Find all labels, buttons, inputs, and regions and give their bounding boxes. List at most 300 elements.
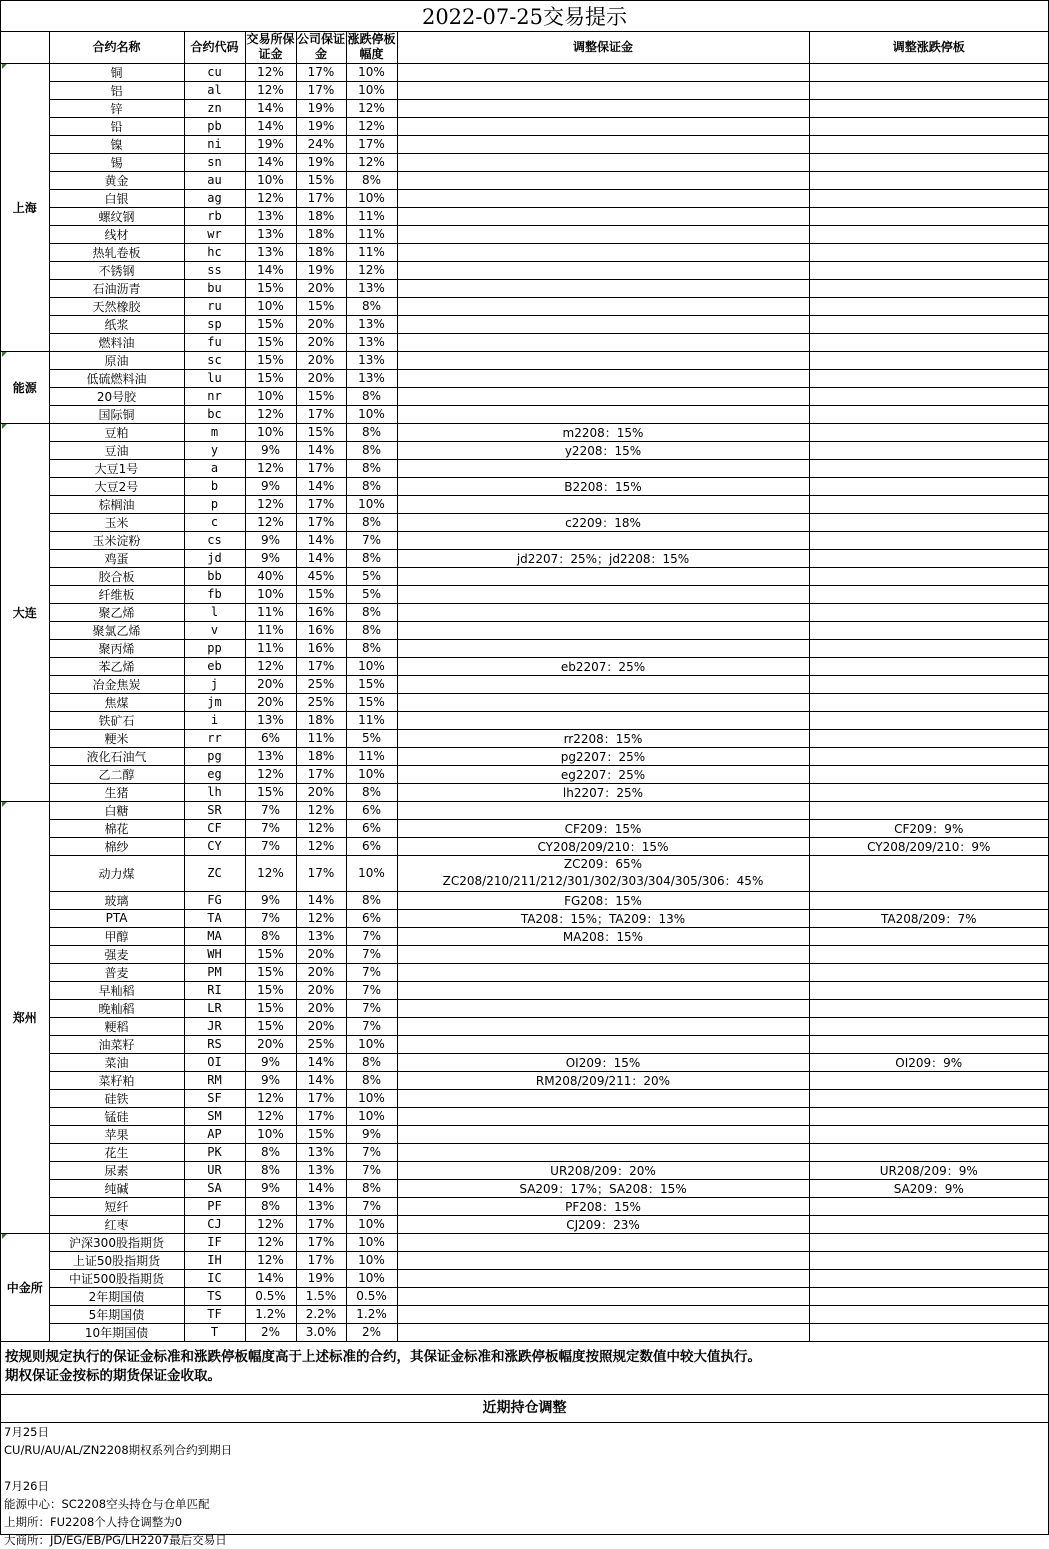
adjusted-margin: [397, 1305, 809, 1323]
company-margin: 15%: [296, 1125, 346, 1143]
price-limit: 10%: [346, 1035, 397, 1053]
price-limit: 12%: [346, 117, 397, 135]
adjusted-limit: [809, 1125, 1048, 1143]
company-margin: 13%: [296, 1143, 346, 1161]
adjusted-margin: [397, 639, 809, 657]
exchange-margin: 12%: [245, 855, 296, 891]
exchange-margin: 9%: [245, 531, 296, 549]
price-limit: 8%: [346, 603, 397, 621]
adjusted-margin: [397, 1107, 809, 1125]
price-limit: 10%: [346, 1215, 397, 1233]
table-row: [1, 369, 1048, 387]
price-limit: 8%: [346, 387, 397, 405]
company-margin: 25%: [296, 1035, 346, 1053]
contract-name: 动力煤: [49, 855, 184, 891]
adjusted-limit: [809, 531, 1048, 549]
table-row: [1, 81, 1048, 99]
adjusted-limit: [809, 945, 1048, 963]
contract-code: MA: [184, 927, 245, 945]
adjusted-limit: [809, 999, 1048, 1017]
adjusted-margin: [397, 567, 809, 585]
exchange-margin: 9%: [245, 477, 296, 495]
contract-name: 花生: [49, 1143, 184, 1161]
company-margin: 25%: [296, 675, 346, 693]
contract-code: sc: [184, 351, 245, 369]
table-row: [1, 999, 1048, 1017]
cell-marker-icon: [2, 352, 7, 357]
price-limit: 2%: [346, 1323, 397, 1341]
adjusted-limit: CY208/209/210：9%: [809, 837, 1048, 855]
adjusted-limit: [809, 333, 1048, 351]
exchange-margin: 10%: [245, 171, 296, 189]
region-cell: 能源: [1, 351, 49, 423]
position-adjustment-line: 上期所：FU2208个人持仓调整为0: [4, 1515, 183, 1529]
contract-code: TS: [184, 1287, 245, 1305]
table-row: [1, 909, 1048, 927]
table-row: [1, 1323, 1048, 1341]
company-margin: 14%: [296, 1179, 346, 1197]
exchange-margin: 12%: [245, 1251, 296, 1269]
company-margin: 2.2%: [296, 1305, 346, 1323]
price-limit: 10%: [346, 63, 397, 81]
contract-name: 锰硅: [49, 1107, 184, 1125]
company-margin: 20%: [296, 315, 346, 333]
table-row: [1, 441, 1048, 459]
contract-code: b: [184, 477, 245, 495]
table-row: [1, 855, 1048, 891]
contract-code: RS: [184, 1035, 245, 1053]
contract-code: TF: [184, 1305, 245, 1323]
position-adjustment-title: 近期持仓调整: [1, 1394, 1048, 1423]
adjusted-limit: TA208/209：7%: [809, 909, 1048, 927]
rules-note-line: 按规则规定执行的保证金标准和涨跌停板幅度高于上述标准的合约，其保证金标准和涨跌停板幅度按照规定数值中较大值执行。: [5, 1349, 761, 1365]
exchange-margin: 20%: [245, 693, 296, 711]
price-limit: 5%: [346, 567, 397, 585]
table-row: [1, 1305, 1048, 1323]
adjusted-limit: SA209：9%: [809, 1179, 1048, 1197]
price-limit: 10%: [346, 1251, 397, 1269]
price-limit: 8%: [346, 459, 397, 477]
price-limit: 8%: [346, 549, 397, 567]
adjusted-margin: [397, 1089, 809, 1107]
company-margin: 14%: [296, 1053, 346, 1071]
company-margin: 19%: [296, 117, 346, 135]
price-limit: 10%: [346, 81, 397, 99]
exchange-margin: 20%: [245, 1035, 296, 1053]
contract-name: 白银: [49, 189, 184, 207]
adjusted-limit: [809, 1035, 1048, 1053]
adjusted-limit: [809, 1251, 1048, 1269]
adjusted-margin: [397, 1125, 809, 1143]
company-margin: 14%: [296, 1071, 346, 1089]
exchange-margin: 8%: [245, 1161, 296, 1179]
exchange-margin: 12%: [245, 1089, 296, 1107]
exchange-margin: 12%: [245, 63, 296, 81]
adjusted-margin: [397, 675, 809, 693]
company-margin: 3.0%: [296, 1323, 346, 1341]
price-limit: 11%: [346, 243, 397, 261]
table-row: [1, 225, 1048, 243]
company-margin: 20%: [296, 783, 346, 801]
contract-name: 纸浆: [49, 315, 184, 333]
adjusted-margin: [397, 1035, 809, 1053]
adjusted-limit: [809, 729, 1048, 747]
adjusted-limit: [809, 315, 1048, 333]
table-row: [1, 297, 1048, 315]
contract-name: 乙二醇: [49, 765, 184, 783]
table-row: [1, 801, 1048, 819]
contract-name: 上证50股指期货: [49, 1251, 184, 1269]
price-limit: 8%: [346, 513, 397, 531]
adjusted-margin: [397, 81, 809, 99]
contract-name: 线材: [49, 225, 184, 243]
contract-name: 热轧卷板: [49, 243, 184, 261]
adjusted-margin: [397, 1287, 809, 1305]
price-limit: 8%: [346, 1053, 397, 1071]
adjusted-limit: [809, 477, 1048, 495]
adjusted-margin: [397, 693, 809, 711]
company-margin: 17%: [296, 1089, 346, 1107]
price-limit: 0.5%: [346, 1287, 397, 1305]
adjusted-margin: [397, 171, 809, 189]
adjusted-limit: [809, 801, 1048, 819]
adjusted-limit: [809, 1107, 1048, 1125]
price-limit: 13%: [346, 369, 397, 387]
contract-code: PM: [184, 963, 245, 981]
contract-name: 鸡蛋: [49, 549, 184, 567]
contract-name: 原油: [49, 351, 184, 369]
contract-name: 不锈钢: [49, 261, 184, 279]
exchange-margin: 14%: [245, 261, 296, 279]
table-row: [1, 963, 1048, 981]
contract-code: SR: [184, 801, 245, 819]
price-limit: 10%: [346, 765, 397, 783]
exchange-margin: 11%: [245, 603, 296, 621]
exchange-margin: 9%: [245, 891, 296, 909]
contract-name: 铁矿石: [49, 711, 184, 729]
price-limit: 6%: [346, 837, 397, 855]
adjusted-limit: [809, 567, 1048, 585]
adjusted-margin: [397, 1323, 809, 1341]
exchange-margin: 12%: [245, 1215, 296, 1233]
company-margin: 19%: [296, 1269, 346, 1287]
table-row: [1, 261, 1048, 279]
price-limit: 12%: [346, 99, 397, 117]
price-limit: 8%: [346, 441, 397, 459]
price-limit: 6%: [346, 909, 397, 927]
adjusted-limit: [809, 585, 1048, 603]
contract-name: 天然橡胶: [49, 297, 184, 315]
contract-code: bu: [184, 279, 245, 297]
exchange-margin: 11%: [245, 639, 296, 657]
company-margin: 45%: [296, 567, 346, 585]
contract-code: al: [184, 81, 245, 99]
contract-code: c: [184, 513, 245, 531]
adjusted-limit: [809, 1143, 1048, 1161]
contract-name: 棉花: [49, 819, 184, 837]
contract-code: eg: [184, 765, 245, 783]
exchange-margin: 12%: [245, 657, 296, 675]
table-row: [1, 711, 1048, 729]
header-name: 合约名称: [49, 32, 184, 63]
adjusted-limit: [809, 153, 1048, 171]
table-row: [1, 981, 1048, 999]
contract-code: UR: [184, 1161, 245, 1179]
company-margin: 20%: [296, 369, 346, 387]
table-row: [1, 279, 1048, 297]
table-row: [1, 945, 1048, 963]
price-limit: 10%: [346, 657, 397, 675]
adjusted-margin: [397, 369, 809, 387]
exchange-margin: 7%: [245, 819, 296, 837]
price-limit: 11%: [346, 207, 397, 225]
exchange-margin: 0.5%: [245, 1287, 296, 1305]
price-limit: 8%: [346, 639, 397, 657]
adjusted-limit: [809, 297, 1048, 315]
adjusted-margin: [397, 207, 809, 225]
adjusted-limit: [809, 693, 1048, 711]
adjusted-limit: [809, 1089, 1048, 1107]
adjusted-margin: pg2207：25%: [397, 747, 809, 765]
contract-name: 大豆2号: [49, 477, 184, 495]
adjusted-margin: [397, 1269, 809, 1287]
contract-code: RI: [184, 981, 245, 999]
region-cell: 郑州: [1, 801, 49, 1233]
contract-name: 强麦: [49, 945, 184, 963]
adjusted-margin: B2208：15%: [397, 477, 809, 495]
company-margin: 20%: [296, 333, 346, 351]
adjusted-limit: [809, 1197, 1048, 1215]
position-adjustment-line: CU/RU/AU/AL/ZN2208期权系列合约到期日: [4, 1443, 233, 1457]
company-margin: 17%: [296, 1233, 346, 1251]
price-limit: 7%: [346, 1143, 397, 1161]
adjusted-limit: [809, 495, 1048, 513]
price-limit: 13%: [346, 279, 397, 297]
contract-code: nr: [184, 387, 245, 405]
adjusted-limit: [809, 1233, 1048, 1251]
adjusted-limit: [809, 711, 1048, 729]
company-margin: 14%: [296, 549, 346, 567]
contract-name: 胶合板: [49, 567, 184, 585]
adjusted-margin: [397, 801, 809, 819]
contract-code: ss: [184, 261, 245, 279]
adjusted-limit: [809, 675, 1048, 693]
price-limit: 9%: [346, 1125, 397, 1143]
company-margin: 20%: [296, 963, 346, 981]
company-margin: 17%: [296, 81, 346, 99]
price-limit: 7%: [346, 1017, 397, 1035]
company-margin: 17%: [296, 1107, 346, 1125]
adjusted-limit: [809, 891, 1048, 909]
region-cell: 中金所: [1, 1233, 49, 1341]
company-margin: 19%: [296, 99, 346, 117]
contract-code: ru: [184, 297, 245, 315]
contract-code: CJ: [184, 1215, 245, 1233]
company-margin: 17%: [296, 1215, 346, 1233]
price-limit: 12%: [346, 261, 397, 279]
table-row: [1, 531, 1048, 549]
adjusted-margin: [397, 963, 809, 981]
exchange-margin: 9%: [245, 441, 296, 459]
price-limit: 10%: [346, 405, 397, 423]
exchange-margin: 14%: [245, 117, 296, 135]
company-margin: 17%: [296, 405, 346, 423]
contract-code: PF: [184, 1197, 245, 1215]
position-adjustment-list: [4, 1423, 1044, 1549]
adjusted-limit: [809, 225, 1048, 243]
contract-code: pg: [184, 747, 245, 765]
contract-code: eb: [184, 657, 245, 675]
price-limit: 8%: [346, 783, 397, 801]
adjusted-margin: [397, 585, 809, 603]
adjusted-margin: [397, 981, 809, 999]
price-limit: 8%: [346, 891, 397, 909]
adjusted-limit: [809, 279, 1048, 297]
adjusted-margin: [397, 459, 809, 477]
exchange-margin: 13%: [245, 747, 296, 765]
contract-code: lu: [184, 369, 245, 387]
company-margin: 17%: [296, 1251, 346, 1269]
company-margin: 14%: [296, 531, 346, 549]
price-limit: 8%: [346, 477, 397, 495]
price-limit: 1.2%: [346, 1305, 397, 1323]
header-limit: 涨跌停板幅度: [347, 32, 396, 62]
contract-name: 焦煤: [49, 693, 184, 711]
price-limit: 10%: [346, 1107, 397, 1125]
margin-table: [1, 32, 1048, 1342]
price-limit: 15%: [346, 675, 397, 693]
company-margin: 20%: [296, 945, 346, 963]
company-margin: 15%: [296, 171, 346, 189]
contract-name: 聚丙烯: [49, 639, 184, 657]
contract-name: 沪深300股指期货: [49, 1233, 184, 1251]
price-limit: 10%: [346, 189, 397, 207]
company-margin: 17%: [296, 495, 346, 513]
contract-name: 纯碱: [49, 1179, 184, 1197]
price-limit: 10%: [346, 1269, 397, 1287]
contract-code: FG: [184, 891, 245, 909]
contract-name: 玉米淀粉: [49, 531, 184, 549]
exchange-margin: 7%: [245, 801, 296, 819]
adjusted-margin: [397, 261, 809, 279]
contract-name: 锌: [49, 99, 184, 117]
table-row: [1, 207, 1048, 225]
table-row: [1, 315, 1048, 333]
adjusted-margin: PF208：15%: [397, 1197, 809, 1215]
table-row: [1, 63, 1048, 81]
company-margin: 13%: [296, 1197, 346, 1215]
company-margin: 20%: [296, 279, 346, 297]
contract-name: PTA: [49, 909, 184, 927]
contract-code: AP: [184, 1125, 245, 1143]
adjusted-margin: eb2207：25%: [397, 657, 809, 675]
exchange-margin: 14%: [245, 99, 296, 117]
contract-code: CY: [184, 837, 245, 855]
company-margin: 17%: [296, 513, 346, 531]
table-row: [1, 1143, 1048, 1161]
contract-code: cu: [184, 63, 245, 81]
region-cell: 上海: [1, 63, 49, 351]
exchange-margin: 19%: [245, 135, 296, 153]
adjusted-limit: [809, 1323, 1048, 1341]
company-margin: 16%: [296, 621, 346, 639]
table-row: [1, 603, 1048, 621]
table-row: [1, 729, 1048, 747]
table-row: [1, 153, 1048, 171]
contract-name: 液化石油气: [49, 747, 184, 765]
company-margin: 17%: [296, 459, 346, 477]
exchange-margin: 9%: [245, 549, 296, 567]
contract-name: 粳米: [49, 729, 184, 747]
contract-code: pp: [184, 639, 245, 657]
contract-name: 玉米: [49, 513, 184, 531]
contract-code: m: [184, 423, 245, 441]
table-row: [1, 1161, 1048, 1179]
contract-name: 10年期国债: [49, 1323, 184, 1341]
adjusted-margin: [397, 387, 809, 405]
table-row: [1, 585, 1048, 603]
company-margin: 12%: [296, 801, 346, 819]
exchange-margin: 12%: [245, 513, 296, 531]
exchange-margin: 9%: [245, 1053, 296, 1071]
adjusted-limit: [809, 243, 1048, 261]
adjusted-limit: [809, 117, 1048, 135]
adjusted-margin: CJ209：23%: [397, 1215, 809, 1233]
table-row: [1, 1107, 1048, 1125]
exchange-margin: 13%: [245, 225, 296, 243]
adjusted-limit: UR208/209：9%: [809, 1161, 1048, 1179]
contract-code: bb: [184, 567, 245, 585]
adjusted-margin: TA208：15%；TA209：13%: [397, 909, 809, 927]
price-limit: 13%: [346, 333, 397, 351]
exchange-margin: 1.2%: [245, 1305, 296, 1323]
adjusted-margin: [397, 855, 809, 891]
adjusted-limit: [809, 963, 1048, 981]
company-margin: 17%: [296, 63, 346, 81]
adjusted-limit: [809, 459, 1048, 477]
contract-code: sp: [184, 315, 245, 333]
adjusted-margin: RM208/209/211：20%: [397, 1071, 809, 1089]
adjusted-margin: [397, 1143, 809, 1161]
exchange-margin: 15%: [245, 369, 296, 387]
price-limit: 7%: [346, 531, 397, 549]
price-limit: 6%: [346, 819, 397, 837]
contract-code: IC: [184, 1269, 245, 1287]
adjusted-margin: [397, 117, 809, 135]
exchange-margin: 12%: [245, 765, 296, 783]
contract-name: 菜油: [49, 1053, 184, 1071]
exchange-margin: 10%: [245, 297, 296, 315]
contract-code: au: [184, 171, 245, 189]
adjusted-limit: [809, 63, 1048, 81]
contract-code: WH: [184, 945, 245, 963]
position-adjustment-line: 7月26日: [4, 1479, 49, 1493]
contract-code: j: [184, 675, 245, 693]
contract-code: PK: [184, 1143, 245, 1161]
contract-name: 20号胶: [49, 387, 184, 405]
company-margin: 15%: [296, 387, 346, 405]
company-margin: 19%: [296, 153, 346, 171]
contract-code: cs: [184, 531, 245, 549]
exchange-margin: 6%: [245, 729, 296, 747]
contract-code: IF: [184, 1233, 245, 1251]
adjusted-margin: [397, 945, 809, 963]
cell-marker-icon: [2, 1234, 7, 1239]
company-margin: 13%: [296, 1161, 346, 1179]
adjusted-margin: [397, 1233, 809, 1251]
contract-code: LR: [184, 999, 245, 1017]
price-limit: 6%: [346, 801, 397, 819]
